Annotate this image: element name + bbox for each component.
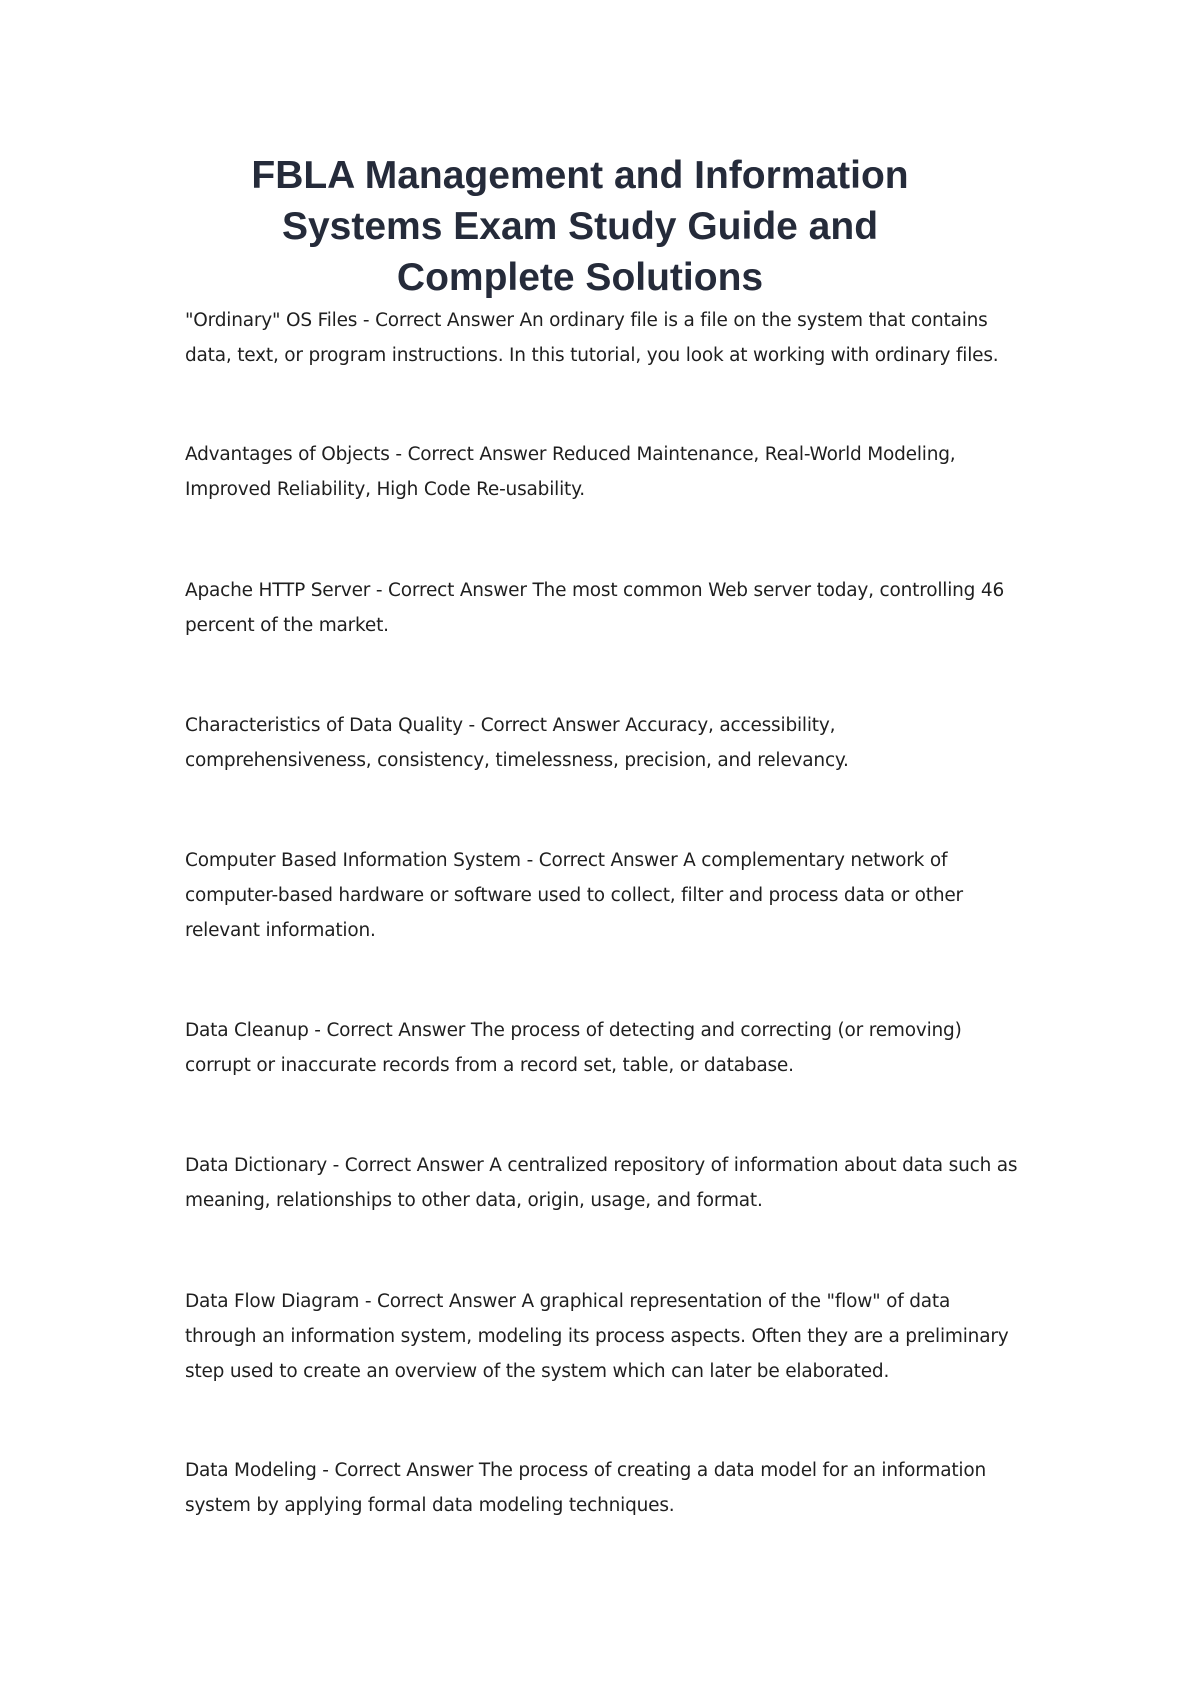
- entry-term: Apache HTTP Server: [185, 580, 371, 601]
- entry-answer: The process of creating a data model for an information system by applying formal data modeling techniques.: [185, 1460, 986, 1516]
- qa-entry-data-dictionary: [185, 1148, 1025, 1218]
- entry-separator: - Correct Answer: [316, 1460, 479, 1481]
- qa-entry-data-flow-diagram: [185, 1284, 1025, 1389]
- qa-entry-data-cleanup: [185, 1013, 1025, 1083]
- entry-term: Computer Based Information System: [185, 850, 521, 871]
- title-line-2: Systems Exam Study Guide and: [281, 205, 879, 248]
- entry-answer: A graphical representation of the "flow" of data through an information system, modeling its process aspects. Often they are a preliminary step used to create an overview of the system which can later be elaborated.: [185, 1291, 1009, 1382]
- title-line-1: FBLA Management and Information: [251, 154, 909, 197]
- entry-term: Data Dictionary: [185, 1155, 327, 1176]
- entry-answer: Accuracy, accessibility, comprehensiveness, consistency, timelessness, precision, and relevancy.: [185, 715, 849, 771]
- entry-answer: The most common Web server today, controlling 46 percent of the market.: [185, 580, 1005, 636]
- entry-term: Data Flow Diagram: [185, 1291, 360, 1312]
- qa-entry-computer-based-information-system: [185, 843, 1025, 948]
- entry-separator: - Correct Answer: [389, 444, 552, 465]
- qa-entry-advantages-of-objects: [185, 437, 1025, 507]
- entry-answer: A centralized repository of information about data such as meaning, relationships to other data, origin, usage, and format.: [185, 1155, 1018, 1211]
- document-title: [160, 150, 1000, 303]
- entry-answer: The process of detecting and correcting (or removing) corrupt or inaccurate records from a record set, table, or database.: [185, 1020, 962, 1076]
- entry-term: Data Modeling: [185, 1460, 317, 1481]
- qa-entry-data-modeling: [185, 1453, 1025, 1523]
- entry-answer: An ordinary file is a file on the system that contains data, text, or program instructions. In this tutorial, you look at working with ordinary files.: [185, 310, 999, 366]
- entry-term: Advantages of Objects: [185, 444, 390, 465]
- entry-separator: - Correct Answer: [308, 1020, 471, 1041]
- entry-separator: - Correct Answer: [359, 1291, 522, 1312]
- entry-term: "Ordinary" OS Files: [185, 310, 358, 331]
- entry-answer: Reduced Maintenance, Real-World Modeling, Improved Reliability, High Code Re-usability.: [185, 444, 956, 500]
- title-line-3: Complete Solutions: [396, 256, 764, 299]
- qa-entry-ordinary-os-files: [185, 303, 1025, 373]
- entry-answer: A complementary network of computer-based hardware or software used to collect, filter and process data or other relevant information.: [185, 850, 963, 941]
- entry-separator: - Correct Answer: [326, 1155, 490, 1176]
- entry-separator: - Correct Answer: [357, 310, 520, 331]
- entry-separator: - Correct Answer: [520, 850, 684, 871]
- qa-entry-apache-http-server: [185, 573, 1025, 643]
- qa-entry-characteristics-of-data-quality: [185, 708, 1025, 778]
- entry-term: Characteristics of Data Quality: [185, 715, 463, 736]
- entry-separator: - Correct Answer: [462, 715, 626, 736]
- entry-separator: - Correct Answer: [370, 580, 533, 601]
- entry-term: Data Cleanup: [185, 1020, 309, 1041]
